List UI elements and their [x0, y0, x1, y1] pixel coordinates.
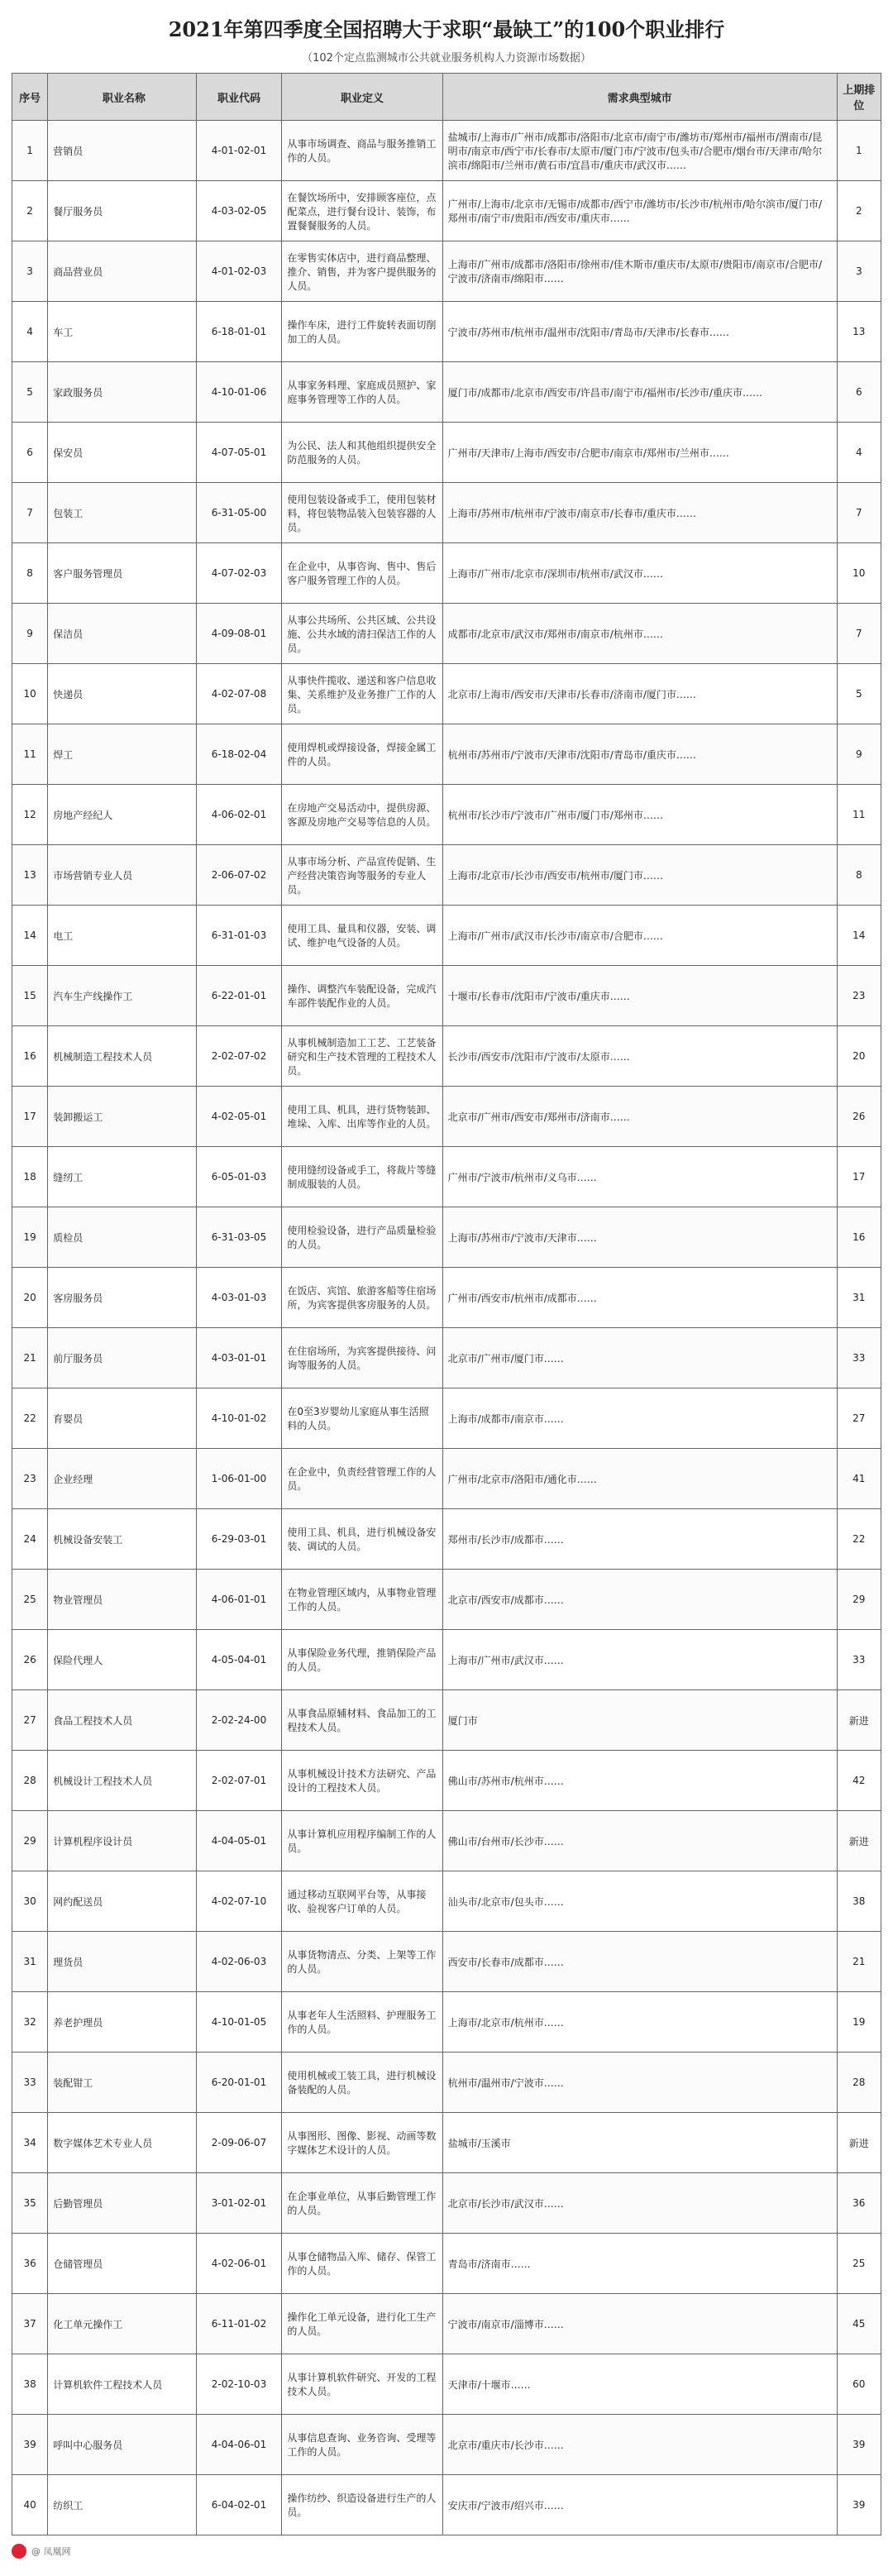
row-last-rank: 7: [837, 483, 881, 543]
row-cities: 广州市/天津市/上海市/西安市/合肥市/南京市/郑州市/兰州市……: [442, 423, 837, 483]
row-cities: 盐城市/上海市/广州市/成都市/洛阳市/北京市/南宁市/潍坊市/郑州市/福州市/渭南市/昆明市/南京市/西宁市/长春市/太原市/厦门市/宁波市/包头市/合肥市/烟台市/天津市/哈尔滨市/绵阳市/兰州市/黄石市/宜昌市/重庆市/武汉市……: [442, 121, 837, 181]
col-header-name: 职业名称: [48, 74, 196, 121]
row-code: 4-07-02-03: [196, 543, 282, 604]
row-code: 4-07-05-01: [196, 423, 282, 483]
table-row: [12, 1992, 881, 2053]
row-definition: 从事公共场所、公共区域、公共设施、公共水域的清扫保洁工作的人员。: [282, 604, 442, 664]
table-row: [12, 181, 881, 241]
row-code: 2-02-24-00: [196, 1690, 282, 1751]
row-cities: 厦门市/成都市/北京市/西安市/许昌市/南宁市/福州市/长沙市/重庆市……: [442, 362, 837, 423]
row-code: 2-02-07-02: [196, 1026, 282, 1087]
row-cities: 上海市/广州市/北京市/深圳市/杭州市/武汉市……: [442, 543, 837, 604]
row-last-rank: 3: [837, 241, 881, 302]
row-code: 4-09-08-01: [196, 604, 282, 664]
row-name: 汽车生产线操作工: [48, 966, 196, 1026]
row-code: 2-06-07-02: [196, 845, 282, 906]
row-code: 2-09-06-07: [196, 2113, 282, 2173]
row-cities: 上海市/苏州市/宁波市/天津市……: [442, 1207, 837, 1268]
row-index: 24: [12, 1509, 48, 1570]
row-name: 保险代理人: [48, 1630, 196, 1690]
row-definition: 操作、调整汽车装配设备，完成汽车部件装配作业的人员。: [282, 966, 442, 1026]
row-last-rank: 41: [837, 1449, 881, 1509]
table-row: [12, 1449, 881, 1509]
row-last-rank: 33: [837, 1328, 881, 1388]
table-row: [12, 423, 881, 483]
row-definition: 从事计算机软件研究、开发的工程技术人员。: [282, 2354, 442, 2415]
table-row: [12, 1630, 881, 1690]
row-code: 4-04-06-01: [196, 2415, 282, 2475]
row-index: 20: [12, 1268, 48, 1328]
row-name: 市场营销专业人员: [48, 845, 196, 906]
row-index: 3: [12, 241, 48, 302]
row-index: 14: [12, 906, 48, 966]
row-cities: 上海市/广州市/武汉市……: [442, 1630, 837, 1690]
table-row: [12, 2354, 881, 2415]
row-cities: 十堰市/长春市/沈阳市/宁波市/重庆市……: [442, 966, 837, 1026]
occupation-table: [12, 73, 881, 2535]
row-cities: 北京市/重庆市/长沙市……: [442, 2415, 837, 2475]
row-name: 缝纫工: [48, 1147, 196, 1207]
row-name: 养老护理员: [48, 1992, 196, 2053]
row-definition: 使用缝纫设备或手工，将裁片等缝制成服装的人员。: [282, 1147, 442, 1207]
row-last-rank: 6: [837, 362, 881, 423]
row-definition: 从事机械制造加工工艺、工艺装备研究和生产技术管理的工程技术人员。: [282, 1026, 442, 1087]
row-last-rank: 13: [837, 302, 881, 362]
row-last-rank: 42: [837, 1751, 881, 1811]
table-row: [12, 1751, 881, 1811]
row-definition: 在0至3岁婴幼儿家庭从事生活照料的人员。: [282, 1388, 442, 1449]
row-code: 4-03-01-01: [196, 1328, 282, 1388]
row-last-rank: 29: [837, 1570, 881, 1630]
row-cities: 北京市/广州市/西安市/郑州市/济南市……: [442, 1087, 837, 1147]
row-name: 营销员: [48, 121, 196, 181]
row-last-rank: 39: [837, 2475, 881, 2535]
row-cities: 西安市/长春市/成都市……: [442, 1932, 837, 1992]
row-definition: 从事仓储物品入库、储存、保管工作的人员。: [282, 2234, 442, 2294]
row-index: 22: [12, 1388, 48, 1449]
row-cities: 天津市/十堰市……: [442, 2354, 837, 2415]
row-code: 6-18-01-01: [196, 302, 282, 362]
row-definition: 使用机械或工装工具，进行机械设备装配的人员。: [282, 2053, 442, 2113]
row-name: 食品工程技术人员: [48, 1690, 196, 1751]
row-last-rank: 新进: [837, 1690, 881, 1751]
row-last-rank: 新进: [837, 1811, 881, 1871]
row-cities: 上海市/广州市/武汉市/长沙市/南京市/合肥市……: [442, 906, 837, 966]
row-last-rank: 60: [837, 2354, 881, 2415]
row-last-rank: 20: [837, 1026, 881, 1087]
row-last-rank: 23: [837, 966, 881, 1026]
row-cities: 广州市/宁波市/杭州市/义乌市……: [442, 1147, 837, 1207]
row-index: 25: [12, 1570, 48, 1630]
row-index: 31: [12, 1932, 48, 1992]
col-header-definition: 职业定义: [282, 74, 442, 121]
row-code: 4-02-06-03: [196, 1932, 282, 1992]
row-definition: 从事计算机应用程序编制工作的人员。: [282, 1811, 442, 1871]
row-name: 电工: [48, 906, 196, 966]
row-last-rank: 31: [837, 1268, 881, 1328]
row-code: 4-10-01-02: [196, 1388, 282, 1449]
row-definition: 从事家务料理、家庭成员照护、家庭事务管理等工作的人员。: [282, 362, 442, 423]
row-code: 4-01-02-03: [196, 241, 282, 302]
row-index: 11: [12, 724, 48, 785]
row-last-rank: 17: [837, 1147, 881, 1207]
row-index: 35: [12, 2173, 48, 2234]
row-last-rank: 11: [837, 785, 881, 845]
table-row: [12, 664, 881, 724]
watermark-text: @ 凤凰网: [31, 2546, 71, 2557]
row-last-rank: 21: [837, 1932, 881, 1992]
row-last-rank: 36: [837, 2173, 881, 2234]
row-name: 装配钳工: [48, 2053, 196, 2113]
row-last-rank: 28: [837, 2053, 881, 2113]
row-index: 21: [12, 1328, 48, 1388]
table-row: [12, 1087, 881, 1147]
row-last-rank: 45: [837, 2294, 881, 2354]
table-body: [12, 121, 881, 2535]
row-cities: 安庆市/宁波市/绍兴市……: [442, 2475, 837, 2535]
table-row: [12, 2053, 881, 2113]
row-name: 房地产经纪人: [48, 785, 196, 845]
row-cities: 佛山市/苏州市/杭州市……: [442, 1751, 837, 1811]
row-definition: 在企业中，从事咨询、售中、售后客户服务管理工作的人员。: [282, 543, 442, 604]
row-code: 2-02-10-03: [196, 2354, 282, 2415]
row-name: 车工: [48, 302, 196, 362]
row-last-rank: 19: [837, 1992, 881, 2053]
table-row: [12, 241, 881, 302]
row-index: 17: [12, 1087, 48, 1147]
row-index: 6: [12, 423, 48, 483]
row-index: 19: [12, 1207, 48, 1268]
row-definition: 在饭店、宾馆、旅游客船等住宿场所，为宾客提供客房服务的人员。: [282, 1268, 442, 1328]
row-name: 计算机软件工程技术人员: [48, 2354, 196, 2415]
table-row: [12, 2475, 881, 2535]
row-cities: 北京市/西安市/成都市……: [442, 1570, 837, 1630]
row-code: 4-10-01-06: [196, 362, 282, 423]
row-last-rank: 4: [837, 423, 881, 483]
table-row: [12, 845, 881, 906]
row-code: 6-05-01-03: [196, 1147, 282, 1207]
table-row: [12, 1207, 881, 1268]
row-cities: 广州市/西安市/杭州市/成都市……: [442, 1268, 837, 1328]
row-last-rank: 5: [837, 664, 881, 724]
row-index: 8: [12, 543, 48, 604]
table-row: [12, 1509, 881, 1570]
row-cities: 上海市/广州市/成都市/洛阳市/徐州市/佳木斯市/重庆市/太原市/贵阳市/南京市/合肥市/宁波市/济南市/绵阳市……: [442, 241, 837, 302]
row-code: 6-29-03-01: [196, 1509, 282, 1570]
row-definition: 从事老年人生活照料、护理服务工作的人员。: [282, 1992, 442, 2053]
row-code: 4-10-01-05: [196, 1992, 282, 2053]
row-code: 1-06-01-00: [196, 1449, 282, 1509]
table-row: [12, 1871, 881, 1932]
row-cities: 盐城市/玉溪市: [442, 2113, 837, 2173]
row-name: 餐厅服务员: [48, 181, 196, 241]
row-name: 化工单元操作工: [48, 2294, 196, 2354]
row-name: 仓储管理员: [48, 2234, 196, 2294]
table-row: [12, 1811, 881, 1871]
row-cities: 广州市/上海市/北京市/无锡市/成都市/西宁市/潍坊市/长沙市/杭州市/哈尔滨市/厦门市/郑州市/南宁市/贵阳市/西安市/重庆市……: [442, 181, 837, 241]
row-name: 保安员: [48, 423, 196, 483]
row-index: 33: [12, 2053, 48, 2113]
row-index: 26: [12, 1630, 48, 1690]
table-row: [12, 2415, 881, 2475]
row-code: 4-02-06-01: [196, 2234, 282, 2294]
row-name: 计算机程序设计员: [48, 1811, 196, 1871]
row-name: 前厅服务员: [48, 1328, 196, 1388]
row-definition: 使用工具、机具，进行机械设备安装、调试的人员。: [282, 1509, 442, 1570]
row-definition: 从事保险业务代理，推销保险产品的人员。: [282, 1630, 442, 1690]
row-cities: 北京市/广州市/厦门市……: [442, 1328, 837, 1388]
row-cities: 上海市/苏州市/杭州市/宁波市/南京市/长春市/重庆市……: [442, 483, 837, 543]
row-definition: 从事图形、图像、影视、动画等数字媒体艺术设计的人员。: [282, 2113, 442, 2173]
row-definition: 从事货物清点、分类、上架等工作的人员。: [282, 1932, 442, 1992]
table-row: [12, 724, 881, 785]
row-name: 保洁员: [48, 604, 196, 664]
row-index: 13: [12, 845, 48, 906]
row-code: 6-20-01-01: [196, 2053, 282, 2113]
row-definition: 在房地产交易活动中，提供房源、客源及房地产交易等信息的人员。: [282, 785, 442, 845]
row-code: 3-01-02-01: [196, 2173, 282, 2234]
row-index: 7: [12, 483, 48, 543]
row-name: 客户服务管理员: [48, 543, 196, 604]
row-definition: 为公民、法人和其他组织提供安全防范服务的人员。: [282, 423, 442, 483]
row-cities: 成都市/北京市/武汉市/郑州市/南京市/杭州市……: [442, 604, 837, 664]
table-row: [12, 1388, 881, 1449]
row-code: 4-02-07-10: [196, 1871, 282, 1932]
row-index: 38: [12, 2354, 48, 2415]
table-row: [12, 1570, 881, 1630]
footer: [12, 2544, 881, 2559]
row-name: 快递员: [48, 664, 196, 724]
table-row: [12, 785, 881, 845]
table-row: [12, 1026, 881, 1087]
row-name: 呼叫中心服务员: [48, 2415, 196, 2475]
row-index: 18: [12, 1147, 48, 1207]
col-header-last-rank: 上期排位: [837, 74, 881, 121]
row-name: 商品营业员: [48, 241, 196, 302]
page-subtitle: （102个定点监测城市公共就业服务机构人力资源市场数据）: [302, 52, 591, 65]
row-name: 机械制造工程技术人员: [48, 1026, 196, 1087]
row-last-rank: 27: [837, 1388, 881, 1449]
row-definition: 在餐饮场所中，安排顾客座位，点配菜点，进行餐台设计、装饰，布置餐餐服务的人员。: [282, 181, 442, 241]
row-code: 4-02-07-08: [196, 664, 282, 724]
row-index: 4: [12, 302, 48, 362]
row-index: 1: [12, 121, 48, 181]
table-row: [12, 302, 881, 362]
row-code: 6-04-02-01: [196, 2475, 282, 2535]
brand-logo-icon: [12, 2544, 26, 2559]
row-code: 2-02-07-01: [196, 1751, 282, 1811]
row-name: 网约配送员: [48, 1871, 196, 1932]
col-header-index: 序号: [12, 74, 48, 121]
row-cities: 青岛市/济南市……: [442, 2234, 837, 2294]
row-last-rank: 26: [837, 1087, 881, 1147]
row-cities: 杭州市/苏州市/宁波市/天津市/沈阳市/青岛市/重庆市……: [442, 724, 837, 785]
row-name: 企业经理: [48, 1449, 196, 1509]
row-index: 34: [12, 2113, 48, 2173]
row-name: 客房服务员: [48, 1268, 196, 1328]
row-index: 9: [12, 604, 48, 664]
row-cities: 北京市/长沙市/武汉市……: [442, 2173, 837, 2234]
row-code: 4-05-04-01: [196, 1630, 282, 1690]
table-row: [12, 1690, 881, 1751]
row-definition: 使用工具、机具，进行货物装卸、堆垛、入库、出库等作业的人员。: [282, 1087, 442, 1147]
row-last-rank: 8: [837, 845, 881, 906]
row-name: 机械设计工程技术人员: [48, 1751, 196, 1811]
row-index: 39: [12, 2415, 48, 2475]
row-index: 16: [12, 1026, 48, 1087]
row-code: 4-04-05-01: [196, 1811, 282, 1871]
row-index: 23: [12, 1449, 48, 1509]
row-last-rank: 9: [837, 724, 881, 785]
table-row: [12, 1932, 881, 1992]
table-row: [12, 604, 881, 664]
row-index: 10: [12, 664, 48, 724]
row-last-rank: 1: [837, 121, 881, 181]
row-name: 机械设备安装工: [48, 1509, 196, 1570]
table-row: [12, 906, 881, 966]
table-row: [12, 2113, 881, 2173]
row-name: 数字媒体艺术专业人员: [48, 2113, 196, 2173]
row-cities: 上海市/北京市/长沙市/西安市/杭州市/厦门市……: [442, 845, 837, 906]
table-row: [12, 2173, 881, 2234]
table-row: [12, 1147, 881, 1207]
row-index: 5: [12, 362, 48, 423]
row-last-rank: 14: [837, 906, 881, 966]
row-cities: 北京市/上海市/西安市/天津市/长春市/济南市/厦门市……: [442, 664, 837, 724]
row-code: 4-06-01-01: [196, 1570, 282, 1630]
row-definition: 使用检验设备，进行产品质量检验的人员。: [282, 1207, 442, 1268]
row-definition: 从事市场分析、产品宣传促销、生产经营决策咨询等服务的专业人员。: [282, 845, 442, 906]
row-index: 30: [12, 1871, 48, 1932]
row-definition: 使用包装设备或手工，使用包装材料，将包装物品装入包装容器的人员。: [282, 483, 442, 543]
row-definition: 通过移动互联网平台等，从事接收、验视客户订单的人员。: [282, 1871, 442, 1932]
row-code: 6-22-01-01: [196, 966, 282, 1026]
row-index: 29: [12, 1811, 48, 1871]
row-last-rank: 新进: [837, 2113, 881, 2173]
row-index: 40: [12, 2475, 48, 2535]
row-last-rank: 16: [837, 1207, 881, 1268]
table-row: [12, 362, 881, 423]
row-last-rank: 39: [837, 2415, 881, 2475]
row-name: 育婴员: [48, 1388, 196, 1449]
row-definition: 在零售实体店中，进行商品整理、推介、销售，并为客户提供服务的人员。: [282, 241, 442, 302]
row-code: 6-31-05-00: [196, 483, 282, 543]
row-last-rank: 2: [837, 181, 881, 241]
table-row: [12, 2234, 881, 2294]
row-name: 家政服务员: [48, 362, 196, 423]
row-code: 6-31-03-05: [196, 1207, 282, 1268]
col-header-cities: 需求典型城市: [442, 74, 837, 121]
row-code: 6-31-01-03: [196, 906, 282, 966]
row-definition: 使用焊机或焊接设备，焊接金属工件的人员。: [282, 724, 442, 785]
row-cities: 郑州市/长沙市/成都市……: [442, 1509, 837, 1570]
table-row: [12, 966, 881, 1026]
table-row: [12, 121, 881, 181]
page-title: 2021年第四季度全国招聘大于求职“最缺工”的100个职业排行: [168, 17, 725, 41]
row-last-rank: 38: [837, 1871, 881, 1932]
row-index: 36: [12, 2234, 48, 2294]
row-cities: 上海市/北京市/杭州市……: [442, 1992, 837, 2053]
row-last-rank: 25: [837, 2234, 881, 2294]
row-definition: 在物业管理区域内，从事物业管理工作的人员。: [282, 1570, 442, 1630]
row-last-rank: 22: [837, 1509, 881, 1570]
row-index: 15: [12, 966, 48, 1026]
row-definition: 从事机械设计技术方法研究、产品设计的工程技术人员。: [282, 1751, 442, 1811]
row-cities: 杭州市/长沙市/宁波市/广州市/厦门市/郑州市……: [442, 785, 837, 845]
row-cities: 上海市/成都市/南京市……: [442, 1388, 837, 1449]
row-code: 6-18-02-04: [196, 724, 282, 785]
row-name: 理货员: [48, 1932, 196, 1992]
row-definition: 操作化工单元设备，进行化工生产的人员。: [282, 2294, 442, 2354]
row-code: 6-11-01-02: [196, 2294, 282, 2354]
row-definition: 从事信息查询、业务咨询、受理等工作的人员。: [282, 2415, 442, 2475]
row-name: 装卸搬运工: [48, 1087, 196, 1147]
row-index: 28: [12, 1751, 48, 1811]
row-name: 焊工: [48, 724, 196, 785]
row-cities: 杭州市/温州市/宁波市……: [442, 2053, 837, 2113]
row-last-rank: 7: [837, 604, 881, 664]
row-code: 4-02-05-01: [196, 1087, 282, 1147]
row-last-rank: 33: [837, 1630, 881, 1690]
row-name: 质检员: [48, 1207, 196, 1268]
row-name: 包装工: [48, 483, 196, 543]
row-definition: 操作纺纱、织造设备进行生产的人员。: [282, 2475, 442, 2535]
row-index: 2: [12, 181, 48, 241]
row-definition: 操作车床，进行工件旋转表面切削加工的人员。: [282, 302, 442, 362]
row-cities: 长沙市/西安市/沈阳市/宁波市/太原市……: [442, 1026, 837, 1087]
row-code: 4-03-01-03: [196, 1268, 282, 1328]
row-code: 4-06-02-01: [196, 785, 282, 845]
row-definition: 在企事业单位，从事后勤管理工作的人员。: [282, 2173, 442, 2234]
row-definition: 从事快件揽收、递送和客户信息收集、关系维护及业务推广工作的人员。: [282, 664, 442, 724]
row-cities: 厦门市: [442, 1690, 837, 1751]
table-header-row: [12, 74, 881, 121]
row-name: 物业管理员: [48, 1570, 196, 1630]
row-code: 4-03-02-05: [196, 181, 282, 241]
table-row: [12, 2294, 881, 2354]
row-cities: 宁波市/南京市/淄博市……: [442, 2294, 837, 2354]
row-cities: 佛山市/台州市/长沙市……: [442, 1811, 837, 1871]
row-index: 12: [12, 785, 48, 845]
table-row: [12, 1328, 881, 1388]
row-definition: 从事市场调查、商品与服务推销工作的人员。: [282, 121, 442, 181]
table-row: [12, 483, 881, 543]
row-name: 后勤管理员: [48, 2173, 196, 2234]
row-definition: 在企业中，负责经营管理工作的人员。: [282, 1449, 442, 1509]
row-definition: 从事食品原辅材料、食品加工的工程技术人员。: [282, 1690, 442, 1751]
row-index: 32: [12, 1992, 48, 2053]
row-index: 27: [12, 1690, 48, 1751]
row-cities: 广州市/北京市/洛阳市/通化市……: [442, 1449, 837, 1509]
row-definition: 在住宿场所，为宾客提供接待、问询等服务的人员。: [282, 1328, 442, 1388]
row-definition: 使用工具、量具和仪器，安装、调试、维护电气设备的人员。: [282, 906, 442, 966]
row-index: 37: [12, 2294, 48, 2354]
row-cities: 宁波市/苏州市/杭州市/温州市/沈阳市/青岛市/天津市/长春市……: [442, 302, 837, 362]
row-cities: 汕头市/北京市/包头市……: [442, 1871, 837, 1932]
row-code: 4-01-02-01: [196, 121, 282, 181]
table-row: [12, 543, 881, 604]
col-header-code: 职业代码: [196, 74, 282, 121]
row-name: 纺织工: [48, 2475, 196, 2535]
table-row: [12, 1268, 881, 1328]
row-last-rank: 10: [837, 543, 881, 604]
